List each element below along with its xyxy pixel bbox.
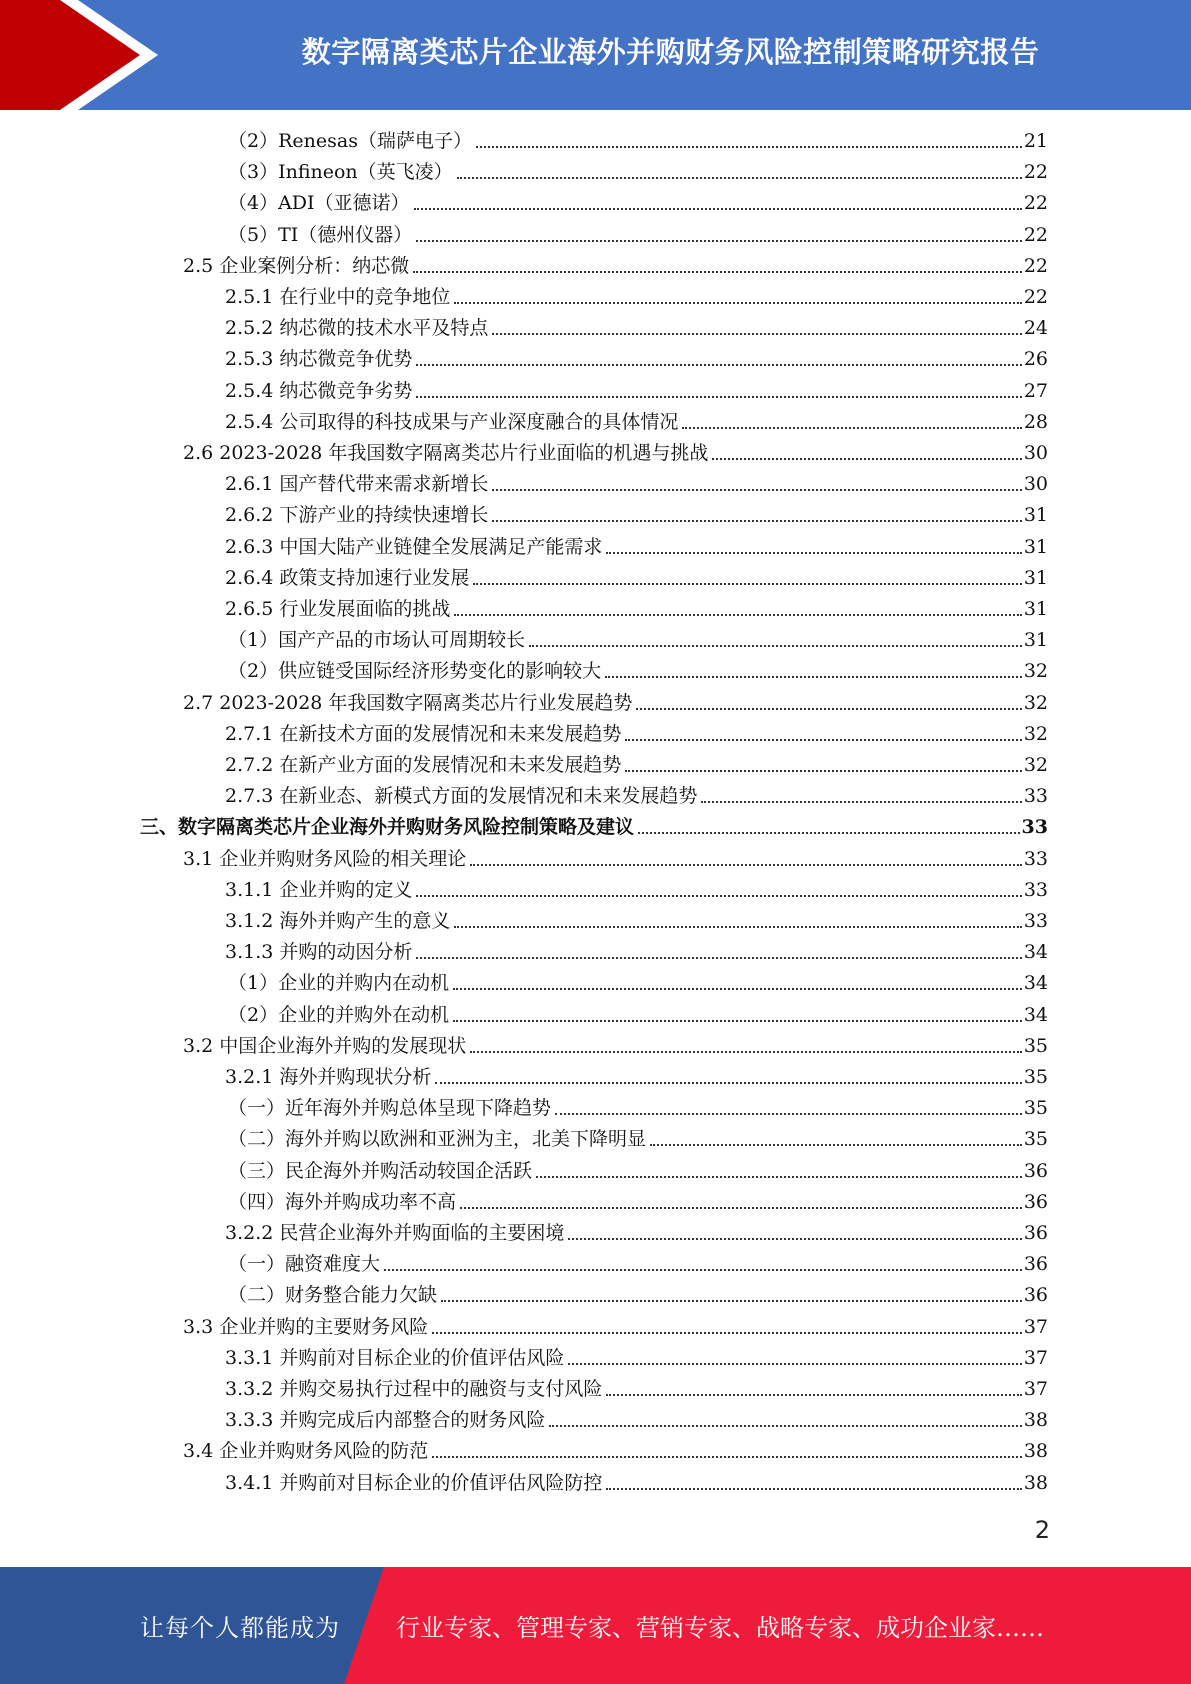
toc-leader-dots	[529, 645, 1022, 647]
toc-entry-title: 2.5.3 纳芯微竞争优势	[225, 348, 413, 371]
toc-entry[interactable]	[225, 877, 1048, 903]
toc-leader-dots	[384, 1269, 1022, 1271]
toc-leader-dots	[432, 1332, 1022, 1334]
toc-entry[interactable]	[228, 1189, 1048, 1215]
toc-entry-page: 31	[1023, 629, 1048, 652]
toc-entry-page: 30	[1023, 473, 1048, 496]
toc-entry-title: 三、数字隔离类芯片企业海外并购财务风险控制策略及建议	[140, 816, 635, 839]
toc-leader-dots	[568, 1363, 1021, 1365]
toc-entry-page: 22	[1023, 161, 1048, 184]
toc-entry-title: 2.5.4 纳芯微竞争劣势	[225, 379, 413, 402]
toc-leader-dots	[712, 458, 1021, 460]
toc-leader-dots	[625, 739, 1021, 741]
toc-entry-page: 22	[1023, 192, 1048, 215]
toc-entry[interactable]	[225, 346, 1048, 372]
toc-entry[interactable]	[183, 846, 1048, 872]
toc-entry-title: （2）Renesas（瑞萨电子）	[228, 130, 472, 152]
toc-entry[interactable]	[225, 378, 1048, 404]
toc-entry-page: 22	[1023, 223, 1048, 246]
toc-entry-title: 2.6.5 行业发展面临的挑战	[225, 598, 451, 620]
toc-leader-dots	[606, 552, 1021, 554]
toc-entry[interactable]	[228, 1126, 1048, 1152]
page-number: 2	[1034, 1516, 1050, 1544]
toc-entry[interactable]	[228, 1282, 1048, 1308]
toc-entry-page: 36	[1023, 1253, 1048, 1276]
toc-entry-page: 21	[1023, 130, 1048, 152]
toc-leader-dots	[473, 583, 1021, 585]
toc-entry-title: 3.3.1 并购前对目标企业的价值评估风险	[225, 1346, 565, 1369]
toc-entry-page: 38	[1023, 1440, 1048, 1463]
toc-entry-page: 37	[1023, 1346, 1048, 1369]
toc-entry[interactable]	[225, 471, 1048, 497]
toc-entry-page: 37	[1023, 1378, 1048, 1400]
toc-entry-page: 34	[1023, 972, 1048, 995]
toc-entry-title: （4）ADI（亚德诺）	[228, 192, 410, 215]
toc-entry[interactable]	[225, 284, 1048, 310]
toc-entry-title: 2.7.2 在新产业方面的发展情况和未来发展趋势	[225, 754, 622, 776]
toc-leader-dots	[536, 1176, 1022, 1178]
toc-leader-dots	[606, 1394, 1021, 1396]
toc-entry-page: 33	[1023, 878, 1048, 901]
toc-entry-title: （四）海外并购成功率不高	[228, 1190, 457, 1213]
toc-entry-page: 33	[1023, 785, 1048, 808]
toc-entry-title: 3.4 企业并购财务风险的防范	[183, 1440, 429, 1463]
toc-entry[interactable]	[225, 596, 1048, 622]
toc-entry-page: 22	[1023, 254, 1048, 277]
toc-entry-title: 3.3.2 并购交易执行过程中的融资与支付风险	[225, 1378, 603, 1400]
toc-leader-dots	[625, 770, 1021, 772]
toc-entry-title: 2.6 2023-2028 年我国数字隔离类芯片行业面临的机遇与挑战	[183, 442, 709, 464]
toc-entry-title: 3.2.1 海外并购现状分析	[225, 1066, 432, 1088]
toc-entry[interactable]	[228, 627, 1048, 653]
toc-entry-page: 36	[1023, 1159, 1048, 1182]
toc-entry-title: 3.1 企业并购财务风险的相关理论	[183, 847, 467, 870]
toc-entry[interactable]	[228, 658, 1048, 684]
toc-entry-title: 2.5.2 纳芯微的技术水平及特点	[225, 317, 489, 340]
page-footer	[0, 1567, 1191, 1684]
toc-entry-page: 35	[1023, 1097, 1048, 1120]
toc-entry-page: 33	[1023, 910, 1048, 932]
toc-leader-dots	[638, 832, 1020, 834]
toc-entry-title: （1）国产产品的市场认可周期较长	[228, 629, 526, 652]
toc-leader-dots	[470, 1051, 1022, 1053]
toc-entry[interactable]	[225, 1407, 1048, 1433]
toc-entry-page: 35	[1023, 1034, 1048, 1057]
toc-entry[interactable]	[183, 253, 1048, 279]
toc-entry-title: 3.2 中国企业海外并购的发展现状	[183, 1034, 467, 1057]
toc-entry-page: 31	[1023, 598, 1048, 620]
toc-leader-dots	[701, 801, 1021, 803]
toc-entry-title: 3.3 企业并购的主要财务风险	[183, 1315, 429, 1338]
toc-leader-dots	[636, 708, 1021, 710]
toc-entry[interactable]	[140, 814, 1048, 840]
report-title: 数字隔离类芯片企业海外并购财务风险控制策略研究报告	[301, 34, 1040, 69]
toc-entry-title: （5）TI（德州仪器）	[228, 223, 413, 246]
toc-leader-dots	[416, 364, 1021, 366]
page-header	[0, 0, 1191, 110]
toc-entry-title: 2.7.3 在新业态、新模式方面的发展情况和未来发展趋势	[225, 785, 698, 808]
toc-entry[interactable]	[225, 1376, 1048, 1402]
toc-leader-dots	[414, 208, 1022, 210]
toc-entry-page: 36	[1023, 1284, 1048, 1307]
toc-entry-title: 3.3.3 并购完成后内部整合的财务风险	[225, 1409, 546, 1432]
toc-entry-title: 3.1.3 并购的动因分析	[225, 941, 413, 964]
toc-entry-page: 33	[1023, 847, 1048, 870]
toc-entry-page: 36	[1023, 1190, 1048, 1213]
toc-entry[interactable]	[228, 1002, 1048, 1028]
toc-leader-dots	[470, 864, 1022, 866]
toc-entry-page: 38	[1023, 1471, 1048, 1494]
toc-entry-title: （一）融资难度大	[228, 1253, 381, 1276]
footer-slogan-left: 让每个人都能成为	[140, 1614, 340, 1642]
toc-entry-title: 2.6.1 国产替代带来需求新增长	[225, 473, 489, 496]
toc-leader-dots	[476, 146, 1022, 148]
toc-entry-title: （3）Infineon（英飞凌）	[228, 161, 453, 184]
toc-leader-dots	[416, 396, 1021, 398]
toc-entry-title: （三）民企海外并购活动较国企活跃	[228, 1159, 533, 1182]
toc-entry[interactable]	[228, 1251, 1048, 1277]
toc-entry-page: 32	[1023, 754, 1048, 776]
toc-entry[interactable]	[225, 939, 1048, 965]
toc-leader-dots	[568, 1238, 1021, 1240]
toc-entry[interactable]	[225, 721, 1048, 747]
toc-leader-dots	[416, 895, 1021, 897]
toc-entry-page: 24	[1023, 317, 1048, 340]
toc-leader-dots	[460, 1207, 1022, 1209]
toc-entry-page: 35	[1023, 1128, 1048, 1151]
toc-leader-dots	[650, 1144, 1022, 1146]
toc-entry[interactable]	[225, 409, 1048, 435]
toc-entry-page: 22	[1023, 286, 1048, 308]
toc-leader-dots	[555, 1113, 1022, 1115]
toc-entry-title: （2）企业的并购外在动机	[228, 1003, 450, 1026]
toc-entry[interactable]	[228, 970, 1048, 996]
toc-entry[interactable]	[183, 1033, 1048, 1059]
toc-entry[interactable]	[228, 1095, 1048, 1121]
toc-entry[interactable]	[225, 315, 1048, 341]
toc-entry-page: 32	[1023, 722, 1048, 745]
toc-entry-title: 2.7 2023-2028 年我国数字隔离类芯片行业发展趋势	[183, 691, 633, 714]
footer-slogan-right: 行业专家、管理专家、营销专家、战略专家、成功企业家……	[396, 1614, 1044, 1642]
toc-leader-dots	[453, 1020, 1022, 1022]
toc-entry[interactable]	[225, 1470, 1048, 1496]
toc-leader-dots	[432, 1456, 1022, 1458]
toc-entry-page: 34	[1023, 1003, 1048, 1026]
toc-leader-dots	[416, 240, 1022, 242]
toc-leader-dots	[454, 302, 1021, 304]
toc-entry[interactable]	[225, 1220, 1048, 1246]
toc-leader-dots	[605, 676, 1022, 678]
toc-entry[interactable]	[225, 908, 1048, 934]
toc-leader-dots	[606, 1488, 1021, 1490]
toc-entry-title: （一）近年海外并购总体呈现下降趋势	[228, 1097, 552, 1120]
toc-entry-title: 3.1.2 海外并购产生的意义	[225, 910, 451, 932]
toc-entry[interactable]	[228, 128, 1048, 154]
toc-entry-page: 30	[1023, 442, 1048, 464]
toc-entry-title: 3.4.1 并购前对目标企业的价值评估风险防控	[225, 1471, 603, 1494]
toc-entry-page: 33	[1021, 816, 1048, 839]
toc-entry[interactable]	[225, 752, 1048, 778]
toc-entry-page: 28	[1023, 410, 1048, 433]
toc-leader-dots	[441, 1300, 1022, 1302]
toc-entry-page: 34	[1023, 941, 1048, 964]
toc-entry-page: 32	[1023, 691, 1048, 714]
toc-entry-title: （二）海外并购以欧洲和亚洲为主，北美下降明显	[228, 1128, 647, 1151]
toc-entry[interactable]	[228, 190, 1048, 216]
toc-leader-dots	[413, 271, 1022, 273]
toc-leader-dots	[549, 1425, 1021, 1427]
toc-entry-title: 3.1.1 企业并购的定义	[225, 878, 413, 901]
toc-entry-page: 37	[1023, 1315, 1048, 1338]
toc-leader-dots	[492, 520, 1021, 522]
toc-entry-page: 27	[1023, 379, 1048, 402]
toc-entry[interactable]	[225, 1345, 1048, 1371]
toc-entry[interactable]	[228, 159, 1048, 185]
toc-entry-title: 2.7.1 在新技术方面的发展情况和未来发展趋势	[225, 722, 622, 745]
toc-entry[interactable]	[228, 222, 1048, 248]
toc-leader-dots	[492, 333, 1021, 335]
toc-entry-page: 35	[1023, 1066, 1048, 1088]
toc-entry-title: 2.5.4 公司取得的科技成果与产业深度融合的具体情况	[225, 410, 679, 433]
toc-entry-title: （1）企业的并购内在动机	[228, 972, 450, 995]
toc-entry-title: 2.6.2 下游产业的持续快速增长	[225, 504, 489, 527]
toc-leader-dots	[454, 614, 1021, 616]
toc-entry-page: 26	[1023, 348, 1048, 371]
toc-entry[interactable]	[225, 1064, 1048, 1090]
toc-leader-dots	[492, 489, 1021, 491]
toc-entry-page: 38	[1023, 1409, 1048, 1432]
toc-entry[interactable]	[183, 690, 1048, 716]
toc-entry-title: （二）财务整合能力欠缺	[228, 1284, 438, 1307]
toc-entry-page: 31	[1023, 566, 1048, 589]
toc-entry-page: 31	[1023, 535, 1048, 558]
toc-leader-dots	[416, 957, 1021, 959]
toc-entry-page: 31	[1023, 504, 1048, 527]
toc-entry-title: 2.6.3 中国大陆产业链健全发展满足产能需求	[225, 535, 603, 558]
toc-entry[interactable]	[183, 440, 1048, 466]
toc-entry-title: 2.6.4 政策支持加速行业发展	[225, 566, 470, 589]
toc-leader-dots	[457, 177, 1022, 179]
toc-leader-dots	[682, 427, 1021, 429]
toc-entry-page: 32	[1023, 660, 1048, 683]
toc-entry[interactable]	[228, 1158, 1048, 1184]
toc-entry-title: （2）供应链受国际经济形势变化的影响较大	[228, 660, 602, 683]
toc-entry[interactable]	[225, 565, 1048, 591]
toc-entry-title: 2.5 企业案例分析：纳芯微	[183, 254, 410, 277]
toc-entry-title: 2.5.1 在行业中的竞争地位	[225, 286, 451, 308]
toc-entry[interactable]	[225, 534, 1048, 560]
toc-entry[interactable]	[225, 783, 1048, 809]
toc-entry[interactable]	[183, 1438, 1048, 1464]
toc-leader-dots	[453, 988, 1022, 990]
toc-entry-title: 3.2.2 民营企业海外并购面临的主要困境	[225, 1222, 565, 1244]
toc-entry-page: 36	[1023, 1222, 1048, 1244]
toc-entry[interactable]	[225, 502, 1048, 528]
toc-leader-dots	[454, 926, 1021, 928]
toc-entry[interactable]	[183, 1314, 1048, 1340]
toc-leader-dots	[435, 1082, 1021, 1084]
